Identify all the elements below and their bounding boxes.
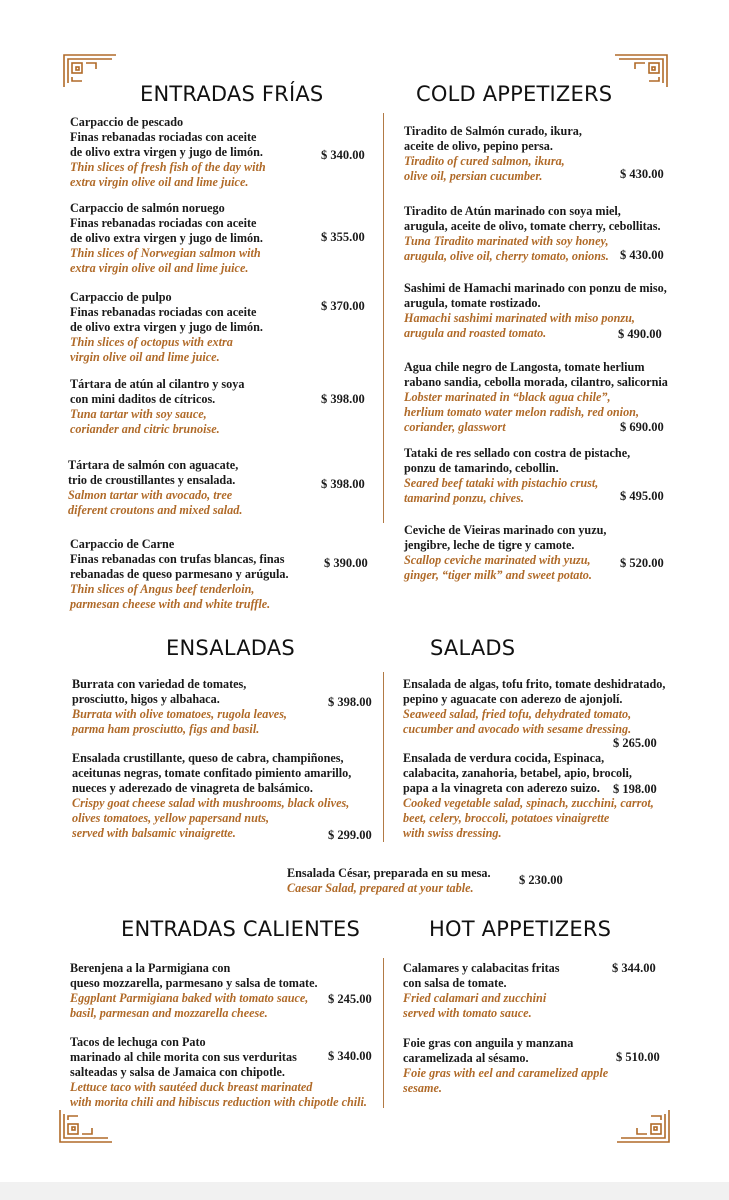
dish-spanish-text: ponzu de tamarindo, cebollin. <box>404 461 559 475</box>
dish-english-text: Thin slices of Angus beef tenderloin, <box>70 582 255 596</box>
menu-item <box>70 201 263 276</box>
dish-spanish-text: Ensalada crustillante, queso de cabra, champiñones, <box>72 751 344 765</box>
dish-english-text: extra virgin olive oil and lime juice. <box>70 261 249 275</box>
menu-item-price: $ 390.00 <box>324 556 368 570</box>
menu-item-price: $ 430.00 <box>620 167 664 181</box>
corner-ornament-icon <box>613 49 669 89</box>
dish-spanish-text: aceitunas negras, tomate confitado pimiento amarillo, <box>72 766 352 780</box>
dish-english-text: Fried calamari and zucchini <box>403 991 547 1005</box>
dish-spanish-text: Foie gras con anguila y manzana <box>403 1036 574 1050</box>
dish-english-text: parmesan cheese with and white truffle. <box>70 597 271 611</box>
dish-spanish-text: nueces y aderezado de vinagreta de balsámico. <box>72 781 313 795</box>
dish-spanish-text: de olivo extra virgen y jugo de limón. <box>70 231 263 245</box>
dish-spanish-text: Tiradito de Atún marinado con soya miel, <box>404 204 621 218</box>
dish-spanish-text: jengibre, leche de tigre y camote. <box>404 538 575 552</box>
dish-spanish-text: Finas rebanadas con trufas blancas, finas <box>70 552 285 566</box>
dish-english-text: herlium tomato water melon radish, red onion, <box>404 405 639 419</box>
menu-item-price: $ 495.00 <box>620 489 664 503</box>
dish-english-text: sesame. <box>403 1081 442 1095</box>
dish-english-text: arugula, olive oil, cherry tomato, onions. <box>404 249 609 263</box>
dish-english-text: served with tomato sauce. <box>403 1006 532 1020</box>
dish-english-text: served with balsamic vinaigrette. <box>72 826 236 840</box>
dish-english-text: Burrata with olive tomatoes, rugola leaves, <box>72 707 287 721</box>
heading-cold-en: COLD APPETIZERS <box>416 82 613 106</box>
dish-spanish-text: Tacos de lechuga con Pato <box>70 1035 206 1049</box>
dish-spanish-text: con mini daditos de cítricos. <box>70 392 216 406</box>
dish-english-text: with morita chili and hibiscus reduction with chipotle chili. <box>70 1095 367 1109</box>
dish-english-text: Foie gras with eel and caramelized apple <box>403 1066 609 1080</box>
dish-spanish-text: de olivo extra virgen y jugo de limón. <box>70 145 263 159</box>
dish-spanish-text: arugula, aceite de olivo, tomate cherry, cebollitas. <box>404 219 661 233</box>
menu-item <box>403 961 560 1021</box>
menu-item <box>70 1035 367 1110</box>
dish-spanish-text: Calamares y calabacitas fritas <box>403 961 560 975</box>
menu-item-price: $ 370.00 <box>321 299 365 313</box>
menu-item <box>70 290 263 365</box>
dish-spanish-text: Ensalada de algas, tofu frito, tomate deshidratado, <box>403 677 666 691</box>
dish-english-text: cucumber and avocado with sesame dressing. <box>403 722 632 736</box>
menu-item <box>287 866 491 896</box>
dish-english-text: virgin olive oil and lime juice. <box>70 350 220 364</box>
dish-english-text: basil, parmesan and mozzarella cheese. <box>70 1006 268 1020</box>
dish-english-text: Tiradito of cured salmon, ikura, <box>404 154 565 168</box>
dish-english-text: tamarind ponzu, chives. <box>404 491 524 505</box>
dish-spanish-text: Finas rebanadas rociadas con aceite <box>70 305 257 319</box>
dish-english-text: coriander and citric brunoise. <box>70 422 220 436</box>
menu-item-price: $ 398.00 <box>321 477 365 491</box>
menu-item <box>70 537 289 612</box>
dish-spanish-text: marinado al chile morita con sus verduritas <box>70 1050 297 1064</box>
heading-salads-es: ENSALADAS <box>166 636 295 660</box>
dish-spanish-text: Carpaccio de pulpo <box>70 290 172 304</box>
corner-ornament-icon <box>58 1108 114 1148</box>
dish-spanish-text: Tártara de atún al cilantro y soya <box>70 377 245 391</box>
dish-spanish-text: de olivo extra virgen y jugo de limón. <box>70 320 263 334</box>
dish-english-text: Lettuce taco with sautéed duck breast marinated <box>70 1080 313 1094</box>
dish-spanish-text: Tártara de salmón con aguacate, <box>68 458 239 472</box>
menu-item-price: $ 299.00 <box>328 828 372 842</box>
dish-spanish-text: pepino y aguacate con aderezo de ajonjolí. <box>403 692 623 706</box>
corner-ornament-icon <box>615 1108 671 1148</box>
page-bottom-strip <box>0 1182 729 1200</box>
menu-item-price: $ 245.00 <box>328 992 372 1006</box>
menu-item <box>70 961 318 1021</box>
menu-item-price: $ 355.00 <box>321 230 365 244</box>
dish-english-text: Seared beef tataki with pistachio crust, <box>404 476 599 490</box>
dish-english-text: Seaweed salad, fried tofu, dehydrated tomato, <box>403 707 632 721</box>
menu-item <box>72 751 351 841</box>
dish-spanish-text: Carpaccio de pescado <box>70 115 184 129</box>
menu-item <box>70 115 266 190</box>
dish-english-text: Crispy goat cheese salad with mushrooms, black olives, <box>72 796 350 810</box>
dish-english-text: Tuna Tiradito marinated with soy honey, <box>404 234 609 248</box>
dish-spanish-text: Agua chile negro de Langosta, tomate herlium <box>404 360 645 374</box>
dish-english-text: parma ham prosciutto, figs and basil. <box>72 722 260 736</box>
dish-english-text: Tuna tartar with soy sauce, <box>70 407 207 421</box>
menu-item-price: $ 510.00 <box>616 1050 660 1064</box>
menu-item <box>68 458 242 518</box>
menu-item-price: $ 690.00 <box>620 420 664 434</box>
dish-spanish-text: arugula, tomate rostizado. <box>404 296 541 310</box>
menu-item-price: $ 340.00 <box>328 1049 372 1063</box>
dish-english-text: Thin slices of octopus with extra <box>70 335 233 349</box>
dish-english-text: with swiss dressing. <box>403 826 502 840</box>
column-divider <box>383 113 384 523</box>
menu-item-price: $ 398.00 <box>321 392 365 406</box>
dish-english-text: diferent croutons and mixed salad. <box>68 503 243 517</box>
dish-english-text: Scallop ceviche marinated with yuzu, <box>404 553 591 567</box>
column-divider <box>383 958 384 1108</box>
dish-english-text: Salmon tartar with avocado, tree <box>68 488 233 502</box>
dish-spanish-text: Tiradito de Salmón curado, ikura, <box>404 124 582 138</box>
heading-hot-en: HOT APPETIZERS <box>429 917 612 941</box>
menu-item-price: $ 520.00 <box>620 556 664 570</box>
dish-english-text: Cooked vegetable salad, spinach, zucchini, carrot, <box>403 796 654 810</box>
dish-spanish-text: Carpaccio de Carne <box>70 537 175 551</box>
dish-english-text: olive oil, persian cucumber. <box>404 169 543 183</box>
dish-english-text: Lobster marinated in “black agua chile”, <box>404 390 611 404</box>
dish-spanish-text: calabacita, zanahoria, betabel, apio, brocoli, <box>403 766 632 780</box>
menu-item-price: $ 398.00 <box>328 695 372 709</box>
column-divider <box>383 672 384 842</box>
heading-hot-es: ENTRADAS CALIENTES <box>121 917 361 941</box>
dish-spanish-text: Sashimi de Hamachi marinado con ponzu de miso, <box>404 281 667 295</box>
dish-spanish-text: rabano sandia, cebolla morada, cilantro, salicornia <box>404 375 668 389</box>
menu-item-price: $ 230.00 <box>519 873 563 887</box>
menu-item <box>403 1036 608 1096</box>
menu-item-price: $ 265.00 <box>613 736 657 750</box>
dish-spanish-text: caramelizada al sésamo. <box>403 1051 529 1065</box>
dish-english-text: ginger, “tiger milk” and sweet potato. <box>404 568 592 582</box>
dish-spanish-text: Ensalada César, preparada en su mesa. <box>287 866 491 880</box>
dish-english-text: beet, celery, broccoli, potatoes vinaigrette <box>403 811 610 825</box>
dish-english-text: arugula and roasted tomato. <box>404 326 547 340</box>
menu-item <box>404 446 630 506</box>
dish-spanish-text: Ceviche de Vieiras marinado con yuzu, <box>404 523 607 537</box>
dish-spanish-text: con salsa de tomate. <box>403 976 507 990</box>
dish-spanish-text: Berenjena a la Parmigiana con <box>70 961 231 975</box>
menu-item-price: $ 344.00 <box>612 961 656 975</box>
dish-spanish-text: salteadas y salsa de Jamaica con chipotle. <box>70 1065 285 1079</box>
corner-ornament-icon <box>62 49 118 89</box>
menu-item <box>72 677 287 737</box>
menu-item <box>404 124 582 184</box>
dish-spanish-text: trio de croustillantes y ensalada. <box>68 473 236 487</box>
menu-item-price: $ 340.00 <box>321 148 365 162</box>
dish-english-text: extra virgin olive oil and lime juice. <box>70 175 249 189</box>
dish-english-text: Hamachi sashimi marinated with miso ponzu, <box>404 311 635 325</box>
dish-spanish-text: Carpaccio de salmón noruego <box>70 201 225 215</box>
heading-salads-en: SALADS <box>430 636 516 660</box>
menu-item <box>70 377 244 437</box>
dish-spanish-text: prosciutto, higos y albahaca. <box>72 692 220 706</box>
dish-spanish-text: papa a la vinagreta con aderezo suizo. <box>403 781 600 795</box>
dish-spanish-text: Tataki de res sellado con costra de pistache, <box>404 446 631 460</box>
dish-english-text: olives tomatoes, yellow papersand nuts, <box>72 811 270 825</box>
menu-item <box>403 677 665 737</box>
dish-english-text: Caesar Salad, prepared at your table. <box>287 881 474 895</box>
dish-spanish-text: Finas rebanadas rociadas con aceite <box>70 130 257 144</box>
dish-spanish-text: rebanadas de queso parmesano y arúgula. <box>70 567 289 581</box>
menu-item-price: $ 490.00 <box>618 327 662 341</box>
dish-english-text: Thin slices of fresh fish of the day with <box>70 160 266 174</box>
heading-cold-es: ENTRADAS FRÍAS <box>140 82 324 106</box>
dish-english-text: Thin slices of Norwegian salmon with <box>70 246 261 260</box>
dish-spanish-text: Finas rebanadas rociadas con aceite <box>70 216 257 230</box>
dish-spanish-text: aceite de olivo, pepino persa. <box>404 139 553 153</box>
dish-english-text: coriander, glasswort <box>404 420 506 434</box>
dish-english-text: Eggplant Parmigiana baked with tomato sauce, <box>70 991 309 1005</box>
menu-item <box>404 523 606 583</box>
dish-spanish-text: Burrata con variedad de tomates, <box>72 677 247 691</box>
menu-item-price: $ 198.00 <box>613 782 657 796</box>
dish-spanish-text: queso mozzarella, parmesano y salsa de tomate. <box>70 976 318 990</box>
menu-item-price: $ 430.00 <box>620 248 664 262</box>
dish-spanish-text: Ensalada de verdura cocida, Espinaca, <box>403 751 605 765</box>
